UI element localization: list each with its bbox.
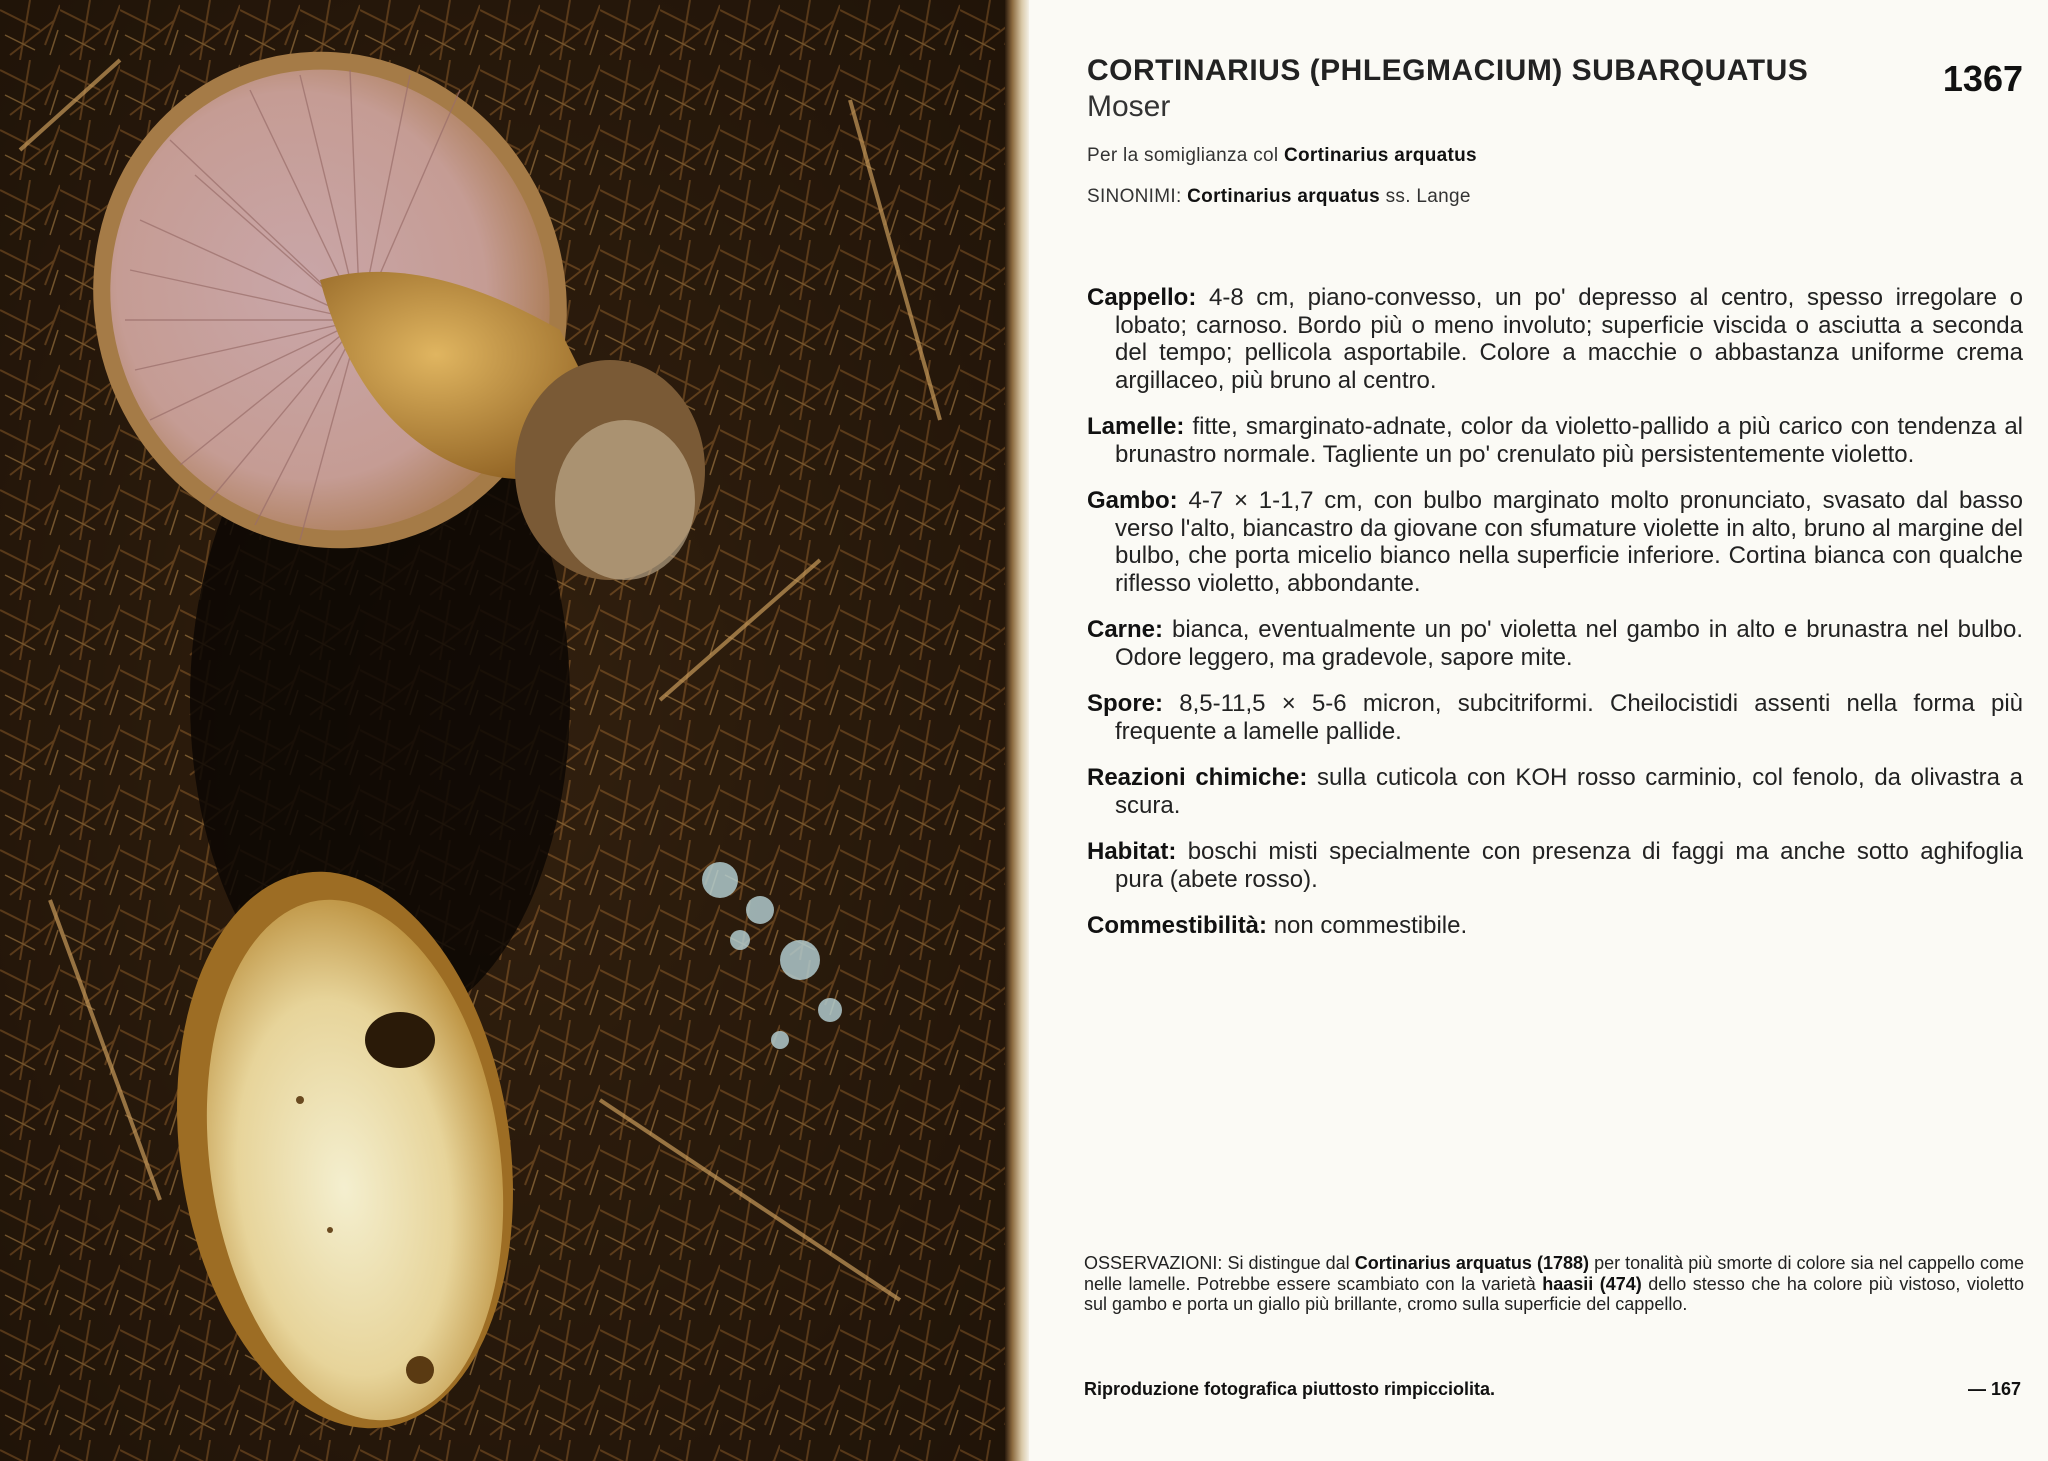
- mushroom-photo-icon: [0, 0, 1005, 1461]
- entry-text: fitte, smarginato-adnate, color da violetto-pallido a più carico con tendenza al brunastro normale. Tagliente un po' crenulato più persistentemente violetto.: [1115, 413, 2023, 468]
- observations-note: [1084, 1253, 2024, 1315]
- entry-text: sulla cuticola con KOH rosso carminio, col fenolo, da olivastra a scura.: [1115, 764, 2023, 819]
- synonyms-line: [1087, 186, 1471, 208]
- entry-habitat: [1087, 838, 2023, 893]
- observations-text: Si distingue dal: [1227, 1253, 1350, 1273]
- entry-text: bianca, eventualmente un po' violetta nel gambo in alto e brunastra nel bulbo. Odore leggero, ma gradevole, sapore mite.: [1115, 616, 2023, 671]
- entry-carne: [1087, 616, 2023, 671]
- synonyms-suffix: ss. Lange: [1385, 186, 1471, 207]
- mushroom-photograph: [0, 0, 1005, 1461]
- entry-text: 4-8 cm, piano-convesso, un po' depresso al centro, spesso irregolare o lobato; carnoso. Bordo più o meno involuto; superficie viscida o asciutta a seconda del tempo; pellicola asportabile. Colore a macchie o abbastanza uniforme crema argillaceo, più bruno al centro.: [1115, 284, 2023, 394]
- synonyms-label: SINONIMI:: [1087, 186, 1182, 207]
- species-number: 1367: [1942, 58, 2023, 99]
- entry-label: Reazioni chimiche:: [1087, 764, 1308, 791]
- page-number: — 167: [1967, 1379, 2021, 1399]
- entry-label: Habitat:: [1087, 838, 1177, 865]
- book-gutter: [1005, 0, 1029, 1461]
- entry-text: 8,5-11,5 × 5-6 micron, subcitriformi. Cheilocistidi assenti nella forma più frequente a lamelle pallide.: [1115, 690, 2024, 745]
- synonyms-species: Cortinarius arquatus: [1187, 186, 1381, 207]
- entry-spore: [1087, 690, 2023, 745]
- etymology-species: Cortinarius arquatus: [1284, 145, 1477, 166]
- etymology-prefix: Per la somiglianza col: [1087, 145, 1279, 166]
- entry-text: boschi misti specialmente con presenza di faggi ma anche sotto aghifoglia pura (abete rosso).: [1115, 838, 2023, 893]
- entry-cappello: [1087, 284, 2023, 394]
- photo-caption: Riproduzione fotografica piuttosto rimpicciolita.: [1084, 1379, 1496, 1399]
- observations-label: OSSERVAZIONI:: [1084, 1253, 1223, 1273]
- entry-label: Carne:: [1087, 616, 1164, 643]
- entry-gambo: [1087, 487, 2023, 597]
- entry-lamelle: [1087, 413, 2023, 468]
- etymology-line: [1087, 145, 1477, 167]
- entry-commestibilita: [1087, 912, 2023, 940]
- description-section: [1087, 284, 2023, 959]
- entry-label: Gambo:: [1087, 487, 1178, 514]
- observations-ref: Cortinarius arquatus (1788): [1354, 1253, 1589, 1273]
- entry-label: Cappello:: [1087, 284, 1197, 311]
- entry-label: Lamelle:: [1087, 413, 1185, 440]
- entry-reazioni-chimiche: [1087, 764, 2023, 819]
- species-author: Moser: [1087, 90, 1171, 123]
- species-title: CORTINARIUS (PHLEGMACIUM) SUBARQUATUS: [1087, 54, 1809, 87]
- observations-ref: haasii (474): [1542, 1273, 1642, 1294]
- entry-text: non commestibile.: [1273, 912, 1468, 939]
- species-page: [1029, 0, 2048, 1461]
- entry-text: 4-7 × 1-1,7 cm, con bulbo marginato molto pronunciato, svasato dal basso verso l'alto, biancastro da giovane con sfumature violette in alto, bruno al margine del bulbo, che porta micelio bianco nella superficie inferiore. Cortina bianca con qualche riflesso violetto, abbondante.: [1115, 487, 2023, 597]
- observations-text: per tonalità più smorte di colore sia nel cappello come nelle lamelle. Potrebbe essere scambiato con la varietà: [1084, 1253, 2024, 1294]
- observations-text: dello stesso che ha colore più vistoso, violetto sul gambo e porta un giallo più brillante, cromo sulla superficie del cappello.: [1084, 1273, 2024, 1314]
- entry-label: Spore:: [1087, 690, 1164, 717]
- entry-label: Commestibilità:: [1087, 912, 1268, 939]
